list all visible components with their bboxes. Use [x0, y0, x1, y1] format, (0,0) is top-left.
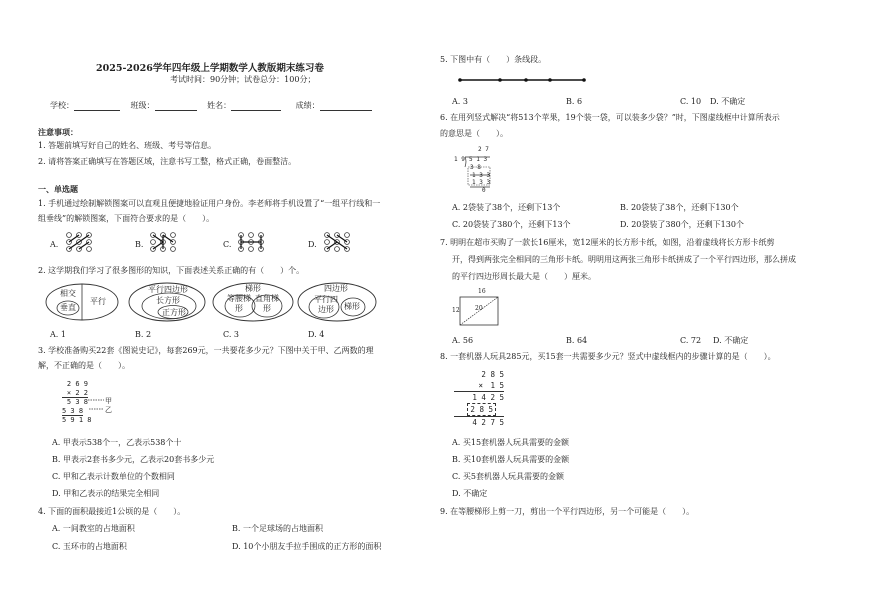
q7-text: 的平行四边形周长最大是（ ）厘米。 — [452, 272, 596, 281]
exam-subtitle: 考试时间：90分钟；试卷总分：100分； — [170, 75, 316, 84]
q4-option-d[interactable]: D. 10个小朋友手拉手围成的正方形的面积 — [232, 542, 382, 551]
name-blank[interactable] — [231, 102, 281, 111]
q5-segment-figure — [458, 75, 588, 85]
q4-text: 4. 下面的面积最接近1公顷的是（ ）。 — [38, 507, 186, 516]
calc-row: 2 8 5 — [481, 370, 504, 379]
mark-jia: 甲 — [105, 397, 112, 405]
calc-row: 3 8 — [470, 164, 481, 171]
q8-option-a[interactable]: A. 买15套机器人玩具需要的金额 — [452, 438, 570, 447]
q5-option-c[interactable]: C. 10 — [680, 97, 702, 106]
calc-row: 4 2 7 5 — [472, 418, 504, 427]
q3-option-c[interactable]: C. 甲和乙表示计数单位的个数相同 — [52, 472, 175, 481]
school-label: 学校： — [50, 101, 74, 110]
q5-option-d[interactable]: D. 不确定 — [710, 97, 746, 106]
q7-option-d[interactable]: D. 不确定 — [713, 336, 749, 345]
q8-calculation — [454, 369, 504, 428]
q6-option-a[interactable]: A. 2袋装了38个，还剩下13个 — [452, 203, 561, 212]
q6-text: 的意思是（ ）。 — [440, 129, 508, 138]
dashed-box: 2 8 5 — [467, 403, 496, 416]
section-heading: 一、单选题 — [38, 184, 78, 194]
q3-option-a[interactable]: A. 甲表示538个一，乙表示538个十 — [52, 438, 182, 447]
q1-text: 组垂线”的解锁图案，下面符合要求的是（ ）。 — [38, 214, 215, 223]
q6-option-b[interactable]: B. 20袋装了38个，还剩下130个 — [620, 203, 739, 212]
q5-text: 5. 下图中有（ ）条线段。 — [440, 55, 547, 64]
calc-row: 1 9 — [454, 156, 465, 163]
q3-text: 3. 学校准备购买22套《图说史记》，每套269元，一共要花多少元？下图中关于甲、乙两数的理 — [38, 346, 374, 355]
q3-calculation — [62, 380, 92, 425]
q1-option-b[interactable]: B. — [135, 240, 144, 249]
diagram-label: 直角梯形 — [255, 294, 279, 313]
unlock-pattern-a — [64, 231, 94, 253]
school-blank[interactable] — [74, 102, 120, 111]
calc-row: × 2 2 — [62, 389, 88, 399]
q1-text: 1. 手机通过绘制解锁图案可以直观且便捷地验证用户身份。李老师将手机设置了“一组平行线和一 — [38, 199, 381, 208]
q7-width-label: 12 — [452, 307, 460, 314]
diagram-label: 平行四边形 — [314, 295, 338, 314]
diagram-label: 平行四边形 — [148, 285, 188, 294]
q2-option-c[interactable]: C. 3 — [223, 330, 240, 339]
class-blank[interactable] — [155, 102, 197, 111]
notice-heading: 注意事项： — [38, 127, 78, 137]
q6-text: 6. 在用列竖式解决“将513个苹果，19个装一袋，可以装多少袋？”时，下图虚线框中计算所表示 — [440, 113, 780, 122]
q7-option-c[interactable]: C. 72 — [680, 336, 702, 345]
q8-option-d[interactable]: D. 不确定 — [452, 489, 488, 498]
q1-option-a[interactable]: A. — [50, 240, 59, 249]
calc-row: 5 3 8 — [62, 406, 84, 415]
q2-option-b[interactable]: B. 2 — [135, 330, 152, 339]
q1-option-d[interactable]: D. — [308, 240, 317, 249]
calc-row: 1 3 3 — [472, 172, 491, 179]
diagram-intersect — [44, 282, 120, 322]
q3-option-b[interactable]: B. 甲表示2套书多少元，乙表示20套书多少元 — [52, 455, 215, 464]
mark-yi: 乙 — [105, 406, 112, 414]
q5-option-b[interactable]: B. 6 — [566, 97, 583, 106]
q9-text: 9. 在等腰梯形上剪一刀，剪出一个平行四边形，另一个可能是（ ）。 — [440, 507, 695, 516]
diagram-label: 垂直 — [60, 303, 76, 312]
name-label: 姓名： — [207, 101, 232, 110]
exam-title: 2025-2026学年四年级上学期数学人教版期末练习卷 — [96, 63, 324, 74]
diagram-label: 四边形 — [324, 284, 348, 293]
calc-row: 1 3 3 — [472, 179, 491, 186]
notice-item: 2. 请将答案正确填写在答题区域，注意书写工整，格式正确，卷面整洁。 — [38, 157, 297, 166]
q8-option-c[interactable]: C. 买5套机器人玩具需要的金额 — [452, 472, 565, 481]
diagram-label: 长方形 — [156, 296, 180, 305]
calc-row: 5 9 1 8 — [62, 416, 92, 424]
q1-option-c[interactable]: C. — [223, 240, 232, 249]
q4-option-c[interactable]: C. 玉环市的占地面积 — [52, 542, 127, 551]
score-label: 成绩： — [295, 101, 320, 110]
q6-option-c[interactable]: C. 20袋装了380个，还剩下13个 — [452, 220, 571, 229]
unlock-pattern-b — [148, 231, 178, 253]
calc-row — [454, 403, 504, 417]
q5-option-a[interactable]: A. 3 — [452, 97, 468, 106]
calc-row: 2 7 — [478, 146, 489, 153]
q7-option-a[interactable]: A. 56 — [452, 336, 474, 345]
q7-text: 7. 明明在超市买购了一款长16厘米，宽12厘米的长方形卡纸，如图，沿着虚线将长方形卡纸剪 — [440, 238, 775, 247]
diagram-label: 相交 — [60, 289, 76, 298]
calc-row: 5 1 3 — [469, 156, 488, 163]
unlock-pattern-d — [322, 231, 352, 253]
q3-text: 解，不正确的是（ ）。 — [38, 361, 130, 370]
info-fields — [50, 101, 372, 111]
q8-text: 8. 一套机器人玩具285元，买15套一共需要多少元？竖式中虚线框内的步骤计算的是（ ）。 — [440, 352, 776, 361]
q2-option-a[interactable]: A. 1 — [50, 330, 66, 339]
notice-item: 1. 答题前填写好自己的姓名、班级、考号等信息。 — [38, 141, 217, 150]
q3-option-d[interactable]: D. 甲和乙表示的结果完全相同 — [52, 489, 160, 498]
q7-text: 开，得到两张完全相同的三角形卡纸。明明用这两张三角形卡纸拼成了一个平行四边形，那么拼成 — [452, 255, 796, 264]
unlock-pattern-c — [236, 231, 266, 253]
score-blank[interactable] — [320, 102, 372, 111]
q2-text: 2. 这学期我们学习了很多图形的知识，下面表述关系正确的有（ ）个。 — [38, 266, 305, 275]
diagram-label: 等腰梯形 — [227, 294, 251, 313]
diagram-label: 梯形 — [344, 302, 360, 311]
calc-row: × 1 5 — [454, 380, 504, 392]
class-label: 班级： — [130, 101, 155, 110]
diagram-label: 正方形 — [162, 308, 186, 317]
q7-length-label: 16 — [478, 288, 486, 295]
diagram-label: 平行 — [90, 297, 106, 306]
q4-option-a[interactable]: A. 一间教室的占地面积 — [52, 524, 135, 533]
q6-option-d[interactable]: D. 20袋装了380个，还剩下130个 — [620, 220, 744, 229]
q8-option-b[interactable]: B. 买10套机器人玩具需要的金额 — [452, 455, 570, 464]
calc-row: 0 — [482, 187, 486, 194]
q2-option-d[interactable]: D. 4 — [308, 330, 325, 339]
q4-option-b[interactable]: B. 一个足球场的占地面积 — [232, 524, 323, 533]
q7-option-b[interactable]: B. 64 — [566, 336, 588, 345]
diagram-label: 梯形 — [245, 284, 261, 293]
calc-row: 5 3 8 — [66, 398, 88, 406]
calc-row: 1 4 2 5 — [472, 393, 504, 402]
q7-diagonal-label: 20 — [475, 305, 483, 312]
calc-row: 2 6 9 — [66, 380, 88, 388]
